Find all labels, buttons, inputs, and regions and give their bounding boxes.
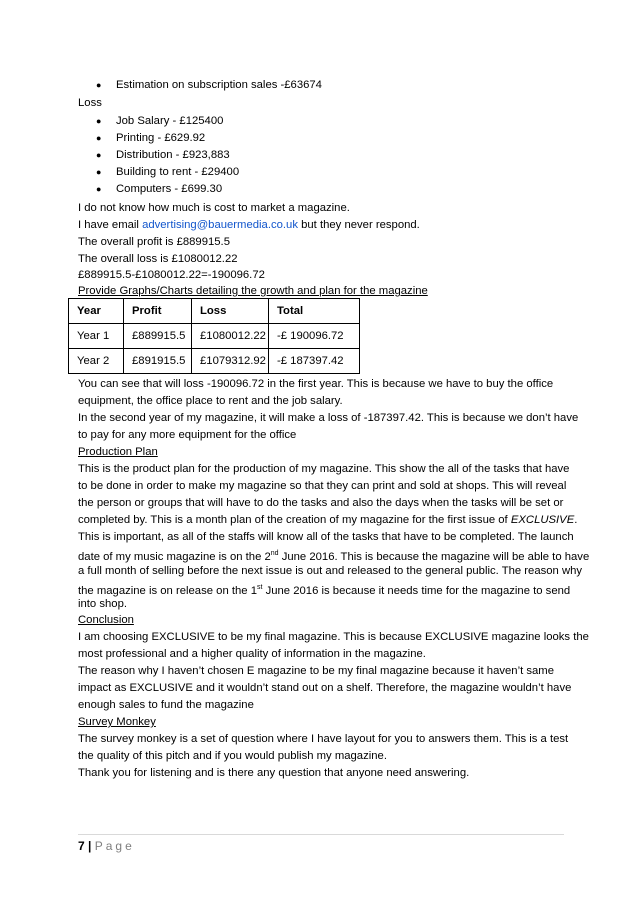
paragraph-line: the person or groups that will have to do the tasks and also the days when the tasks will be set or	[78, 497, 564, 509]
bullet-icon: ●	[96, 80, 102, 90]
column-header: Profit	[124, 299, 192, 324]
bullet-icon: ●	[96, 167, 102, 177]
paragraph-line: to pay for any more equipment for the office	[78, 429, 297, 441]
section-heading: Provide Graphs/Charts detailing the growth and plan for the magazine	[78, 285, 428, 297]
paragraph-line: enough sales to fund the magazine	[78, 699, 254, 711]
section-heading: Conclusion	[78, 614, 134, 626]
table-cell: -£ 187397.42	[269, 349, 360, 374]
paragraph-line: impact as EXCLUSIVE and it wouldn’t stand out on a shelf. Therefore, the magazine wouldn’t have	[78, 682, 572, 694]
paragraph-line: I am choosing EXCLUSIVE to be my final magazine. This is because EXCLUSIVE magazine looks the	[78, 631, 589, 643]
column-header: Loss	[192, 299, 269, 324]
paragraph-line: most professional and a higher quality of information in the magazine.	[78, 648, 426, 660]
paragraph-line: date of my music magazine is on the 2nd June 2016. This is because the magazine will be able to have	[78, 550, 590, 563]
page-label: Page	[94, 839, 135, 853]
table-cell: £1079312.92	[192, 349, 269, 374]
paragraph-line: The overall profit is £889915.5	[78, 236, 230, 248]
list-item: ● Printing - £629.92	[96, 132, 206, 144]
paragraph-line: In the second year of my magazine, it will make a loss of -187397.42. This is because we don’t have	[78, 412, 579, 424]
financial-table	[68, 298, 360, 374]
paragraph-line: the quality of this pitch and if you would publish my magazine.	[78, 750, 387, 762]
bullet-icon: ●	[96, 150, 102, 160]
bullet-icon: ●	[96, 116, 102, 126]
page-footer	[78, 839, 135, 853]
loss-heading: Loss	[78, 97, 102, 109]
paragraph-line: completed by. This is a month plan of the creation of my magazine for the first issue of EXCLUSIVE.	[78, 514, 578, 526]
list-item: ● Estimation on subscription sales -£63674	[96, 79, 322, 91]
list-item: ● Job Salary - £125400	[96, 115, 224, 127]
paragraph-line: The reason why I haven’t chosen E magazine to be my final magazine because it haven’t same	[78, 665, 554, 677]
paragraph-line: I do not know how much is cost to market a magazine.	[78, 202, 350, 214]
column-header: Year	[69, 299, 124, 324]
section-heading: Survey Monkey	[78, 716, 156, 728]
list-item: ● Building to rent - £29400	[96, 166, 240, 178]
paragraph-line: to be done in order to make my magazine so that they can print and sold at shops. This will reveal	[78, 480, 567, 492]
paragraph-line: Thank you for listening and is there any question that anyone need answering.	[78, 767, 470, 779]
column-header: Total	[269, 299, 360, 324]
table-row	[69, 324, 360, 349]
paragraph-line: This is the product plan for the production of my magazine. This show the all of the tasks that have	[78, 463, 570, 475]
list-item: ● Distribution - £923,883	[96, 149, 230, 161]
paragraph-line: This is important, as all of the staffs will know all of the tasks that have to be completed. The launch	[78, 531, 574, 543]
table-cell: £1080012.22	[192, 324, 269, 349]
bullet-icon: ●	[96, 184, 102, 194]
paragraph-line: The survey monkey is a set of question where I have layout for you to answers them. This is a test	[78, 733, 569, 745]
table-cell: £889915.5	[124, 324, 192, 349]
section-heading: Production Plan	[78, 446, 158, 458]
paragraph-line: a full month of selling before the next issue is out and released to the general public. The reason why	[78, 565, 583, 577]
page-number: 7	[78, 839, 85, 853]
paragraph-line: the magazine is on release on the 1st June 2016 is because it needs time for the magazine to send	[78, 584, 571, 597]
table-cell: £891915.5	[124, 349, 192, 374]
paragraph-line: The overall loss is £1080012.22	[78, 253, 238, 265]
table-row	[69, 349, 360, 374]
table-cell: Year 2	[69, 349, 124, 374]
table-header-row	[69, 299, 360, 324]
paragraph-line: £889915.5-£1080012.22=-190096.72	[78, 269, 265, 281]
paragraph-line: You can see that will loss -190096.72 in the first year. This is because we have to buy the office	[78, 378, 554, 390]
list-item: ● Computers - £699.30	[96, 183, 223, 195]
table-cell: Year 1	[69, 324, 124, 349]
table-cell: -£ 190096.72	[269, 324, 360, 349]
paragraph-line: into shop.	[78, 598, 127, 610]
email-link[interactable]: advertising@bauermedia.co.uk	[142, 219, 298, 231]
footer-separator: |	[88, 839, 92, 853]
paragraph-line: I have email advertising@bauermedia.co.uk but they never respond.	[78, 219, 420, 231]
paragraph-line: equipment, the office place to rent and the job salary.	[78, 395, 343, 407]
footer-divider	[78, 834, 564, 835]
bullet-icon: ●	[96, 133, 102, 143]
